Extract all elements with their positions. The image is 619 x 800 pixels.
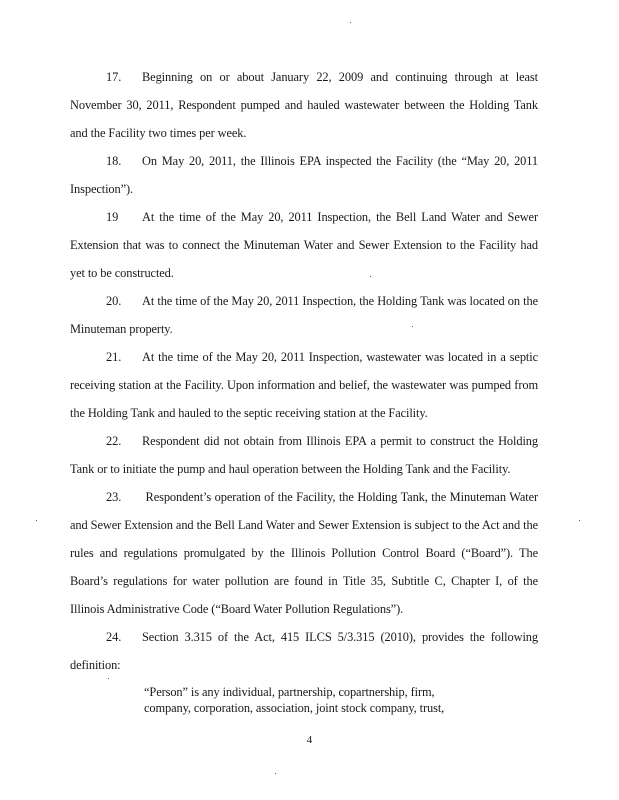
scan-speck xyxy=(370,276,371,277)
paragraph-number: 18. xyxy=(106,154,122,168)
paragraph-number: 21. xyxy=(106,350,122,364)
paragraph-19 xyxy=(70,203,538,287)
paragraph-number: 19 xyxy=(106,210,119,224)
scan-speck xyxy=(350,22,351,23)
paragraph-22 xyxy=(70,427,538,483)
quote-line: “Person” is any individual, partnership, copartnership, firm, xyxy=(144,685,435,699)
paragraph-20 xyxy=(70,287,538,343)
paragraph-number: 17. xyxy=(106,70,122,84)
paragraph-text: Section 3.315 of the Act, 415 ILCS 5/3.315 (2010), provides the following definition: xyxy=(70,630,538,672)
paragraph-17 xyxy=(70,63,538,147)
scan-speck xyxy=(36,520,37,521)
paragraph-number: 23. xyxy=(106,490,122,504)
quote-line: company, corporation, association, joint stock company, trust, xyxy=(144,701,445,715)
paragraph-text: On May 20, 2011, the Illinois EPA inspected the Facility (the “May 20, 2011 Inspection”). xyxy=(70,154,538,196)
paragraph-number: 24. xyxy=(106,630,122,644)
paragraph-21 xyxy=(70,343,538,427)
paragraph-18 xyxy=(70,147,538,203)
paragraph-24 xyxy=(70,623,538,679)
paragraph-text: Respondent’s operation of the Facility, the Holding Tank, the Minuteman Water and Sewer Extension and the Bell Land Water and Sewer Extension is subject to the Act and the rules and regulations promulgated by the Illinois Pollution Control Board (“Board”). The Board’s regulations for water pollution are found in Title 35, Subtitle C, Chapter I, of the Illinois Administrative Code (“Board Water Pollution Regulations”). xyxy=(70,490,538,616)
paragraph-text: At the time of the May 20, 2011 Inspection, the Bell Land Water and Sewer Extension that was to connect the Minuteman Water and Sewer Extension to the Facility had yet to be constructed. xyxy=(70,210,538,280)
paragraph-text: At the time of the May 20, 2011 Inspection, the Holding Tank was located on the Minuteman property. xyxy=(70,294,538,336)
paragraph-text: At the time of the May 20, 2011 Inspection, wastewater was located in a septic receiving station at the Facility. Upon information and belief, the wastewater was pumped from the Holding Tank and hauled to the septic receiving station at the Facility. xyxy=(70,350,538,420)
scan-speck xyxy=(275,773,276,774)
block-quote xyxy=(144,684,474,716)
scan-speck xyxy=(579,520,580,521)
paragraph-number: 20. xyxy=(106,294,122,308)
paragraph-text: Respondent did not obtain from Illinois EPA a permit to construct the Holding Tank or to initiate the pump and haul operation between the Holding Tank and the Facility. xyxy=(70,434,538,476)
page-number: 4 xyxy=(306,734,313,746)
paragraph-text: Beginning on or about January 22, 2009 and continuing through at least November 30, 2011, Respondent pumped and hauled wastewater between the Holding Tank and the Facility two times per week. xyxy=(70,70,538,140)
paragraph-23 xyxy=(70,483,538,623)
paragraph-number: 22. xyxy=(106,434,122,448)
scan-speck xyxy=(412,326,413,327)
scan-speck xyxy=(108,678,109,679)
